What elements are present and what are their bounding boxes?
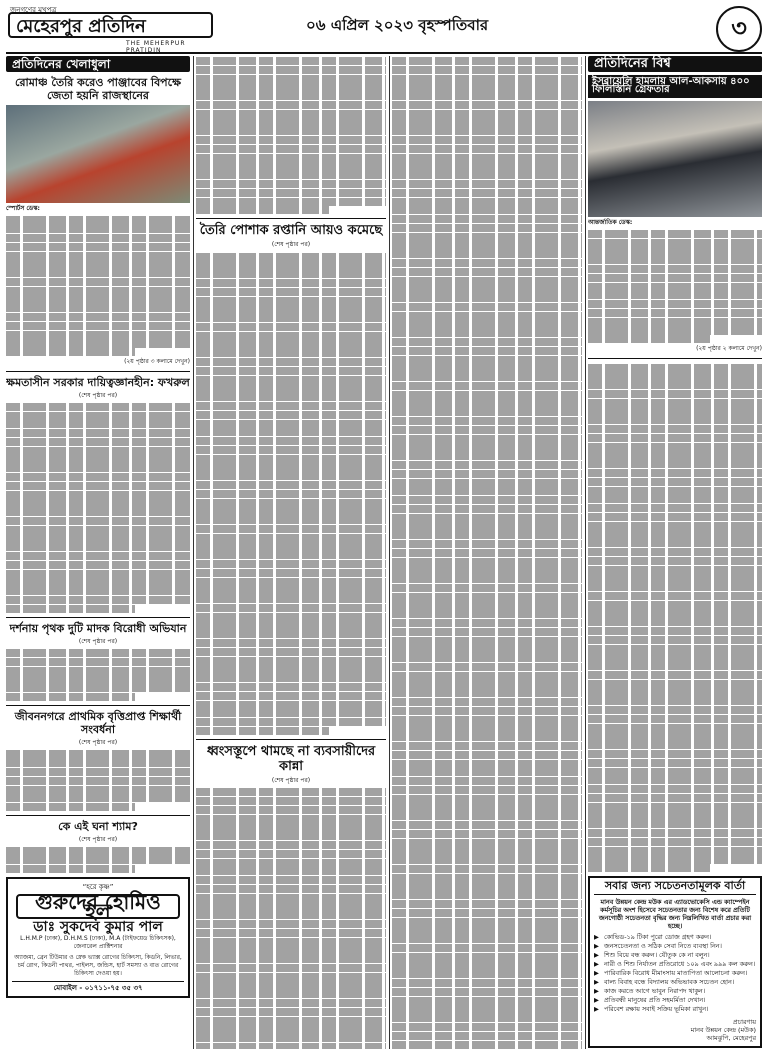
divider	[196, 218, 386, 219]
list-item	[594, 951, 756, 960]
dhongsho-contd: (শেষ পৃষ্ঠার পর)	[271, 777, 311, 785]
notice-item-text: প্রতিবন্ধী মানুষের প্রতি সহমর্মিতা দেখান।	[604, 995, 706, 1004]
list-item	[594, 987, 756, 996]
headline-power: ক্ষমতাসীন সরকার দায়িত্বজ্ঞানহীন: ফখরুল	[6, 375, 190, 389]
darshana-body	[6, 648, 190, 701]
divider	[6, 815, 190, 816]
page-number: ৩	[716, 6, 762, 52]
divider	[588, 358, 762, 359]
dateline: ০৬ এপ্রিল ২০২৩ বৃহস্পতিবার	[306, 16, 489, 34]
notice-item-text: পারিবারিক বিরোধ মীমাংসায় মাতাপিতা আলোচনা করুন।	[604, 968, 748, 977]
masthead-tagline: জনগণের মুখপত্র	[10, 6, 57, 14]
jiban-contd: (শেষ পৃষ্ঠার পর)	[78, 739, 118, 747]
world-photo	[588, 101, 762, 217]
brand-block	[6, 4, 216, 54]
ad-services: অ্যাজমা, ব্রেন টিউমার ও স্নেক ভ্যাক্স রোগের চিকিৎসা, কিডনি, লিভার, চর্ম রোগ, কিডনী পাথর, পাইলস, জন্ডিস, হার্ট সমস্যা ও বাত রোগের চিকিৎসা দেওয়া হয়।	[14, 954, 182, 978]
jiban-body	[6, 749, 190, 811]
homeo-advertisement	[6, 877, 190, 998]
notice-sign-line: আমঝুপি, মেহেরপুর	[706, 1033, 756, 1042]
shyam-body	[6, 846, 190, 873]
notice-sign-line: মানব উন্নয়ন কেন্দ্র (মউক)	[690, 1025, 756, 1034]
bullet-icon: ▶	[594, 977, 599, 986]
section-world: প্রতিদিনের বিশ্ব	[588, 56, 762, 72]
bullet-icon: ▶	[594, 941, 599, 950]
ad-tag: “হরে কৃষ্ণ”	[82, 883, 114, 892]
column-divider	[585, 56, 586, 1049]
bullet-icon: ▶	[594, 986, 599, 995]
column-grid	[6, 56, 762, 1049]
column-4	[588, 56, 762, 1049]
list-item	[594, 978, 756, 987]
ad-contact: মোবাইল - ০১৭১১-৭৫ ৩৫ ৩৭	[12, 981, 184, 992]
column-2	[196, 56, 386, 1049]
headline-darshana: দর্শনায় পৃথক দুটি মাদক বিরোধী অভিযান	[9, 621, 187, 635]
notice-intro: মানব উন্নয়ন কেন্দ্র মউক এর এ্যাডভোকেসি এন্ড ক্যাম্পেইন কর্মসূচির অংশ হিসেবে সচেতনতার জন্য বিশেষ করে প্রতিটি জনগোষ্ঠী সচেতনতা বৃদ্ধির জন্য নিম্নলিখিত বার্তা প্রচার করা হচ্ছে।	[598, 897, 752, 930]
sports-body	[6, 215, 190, 356]
export-body	[196, 252, 386, 735]
list-item	[594, 996, 756, 1005]
bullet-icon: ▶	[594, 968, 599, 977]
darshana-contd: (শেষ পৃষ্ঠার পর)	[78, 637, 118, 645]
masthead	[6, 4, 762, 54]
headline-dhongsho: ধ্বংসস্তূপে থামছে না ব্যবসায়ীদের কান্না	[206, 744, 376, 775]
sports-photo	[6, 105, 190, 203]
notice-item-text: বাল্য বিবাহ বন্ধে বিদ্যালয় অভিভাবক সচেতন হোন।	[604, 977, 735, 986]
sports-source: স্পোর্টস ডেস্ক:	[6, 205, 40, 213]
bullet-icon: ▶	[594, 932, 599, 941]
bullet-icon: ▶	[594, 995, 599, 1004]
notice-item-text: শিশু বিয়ে বন্ধ করুন। যৌতুক কে না বলুন।	[604, 950, 710, 959]
ad-doctor: ডাঃ সুকদেব কুমার পাল	[33, 918, 163, 935]
sports-continue: (২য় পৃষ্ঠার ৩ কলামে দেখুন)	[124, 358, 190, 366]
masthead-subtitle: THE MEHERPUR PRATIDIN	[126, 40, 186, 54]
notice-item-text: জনসচেতনতা ও সঠিক সেবা নিতে ব্যবস্থা নিন।	[604, 941, 722, 950]
divider	[6, 371, 190, 372]
world-continue: (২য় পৃষ্ঠার ২ কলামে দেখুন)	[696, 345, 762, 353]
notice-title: সবার জন্য সচেতনতামূলক বার্তা	[594, 882, 756, 894]
headline-israel: ইসরায়েলি হামলায় আল-আকসায় ৪০০ ফিলিস্তিনি গ্রেফতার	[588, 75, 762, 97]
bullet-icon: ▶	[594, 959, 599, 968]
notice-list	[594, 933, 756, 1014]
column-divider	[193, 56, 194, 1049]
bullet-icon: ▶	[594, 950, 599, 959]
headline-shyam: কে এই ঘনা শ্যাম?	[58, 820, 138, 834]
headline-sports: রোমাঞ্চ তৈরি করেও পাঞ্জাবের বিপক্ষে জেতা হয়নি রাজস্থানের	[14, 76, 181, 103]
divider	[6, 617, 190, 618]
col3-body	[392, 56, 582, 1049]
world-source: আন্তর্জাতিক ডেস্ক:	[588, 218, 633, 226]
list-item	[594, 1005, 756, 1014]
notice-signature	[594, 1018, 756, 1042]
bullet-icon: ▶	[594, 1004, 599, 1013]
divider	[196, 739, 386, 740]
notice-sign-line: প্রচারণায়	[732, 1017, 756, 1026]
awareness-notice	[588, 876, 762, 1047]
col2-top-body	[196, 56, 386, 214]
notice-item-text: কাজ করতে আগে ভাবুন নিরাপদ থাকুন।	[604, 986, 706, 995]
list-item	[594, 969, 756, 978]
shyam-contd: (শেষ পৃষ্ঠার পর)	[78, 836, 118, 844]
column-1	[6, 56, 190, 1049]
power-body	[6, 402, 190, 613]
section-sports: প্রতিদিনের খেলাধুলা	[6, 56, 190, 72]
notice-item-text: নারী ও শিশু নির্যাতন প্রতিরোধে ১০৯ এবং ৯৯৯ কল করুন।	[604, 959, 756, 968]
list-item	[594, 933, 756, 942]
list-item	[594, 960, 756, 969]
column-divider	[389, 56, 390, 1049]
divider	[6, 705, 190, 706]
column-3	[392, 56, 582, 1049]
notice-item-text: কোভিড-১৯ টিকা পুরো ডোজ গ্রহণ করুন।	[604, 932, 712, 941]
export-contd: (শেষ পৃষ্ঠার পর)	[271, 241, 311, 249]
headline-export: তৈরি পোশাক রপ্তানি আয়ও কমেছে	[199, 223, 383, 239]
ad-degrees: L.H.M.P (ঢাকা), D.H.M.S (ঢাকা), M.A (টাইফয়েড চিকিৎসক), জেনারেল প্রাক্টিশনার	[20, 935, 176, 951]
list-item	[594, 942, 756, 951]
world-body	[588, 229, 762, 344]
notice-item-text: পরিবেশ রক্ষায় সবাই সক্রিয় ভূমিকা রাখুন।	[604, 1004, 709, 1013]
newspaper-logo: মেহেরপুর প্রতিদিন	[8, 12, 213, 38]
headline-jiban: জীবননগরে প্রাথমিক বৃত্তিপ্রাপ্ত শিক্ষার্থী সংবর্ধনা	[14, 710, 182, 737]
power-contd: (শেষ পৃষ্ঠার পর)	[78, 391, 118, 399]
col4-body	[588, 363, 762, 873]
ad-title: গুরুদেব হোমিও হল	[16, 894, 180, 918]
dhongsho-body	[196, 787, 386, 1049]
